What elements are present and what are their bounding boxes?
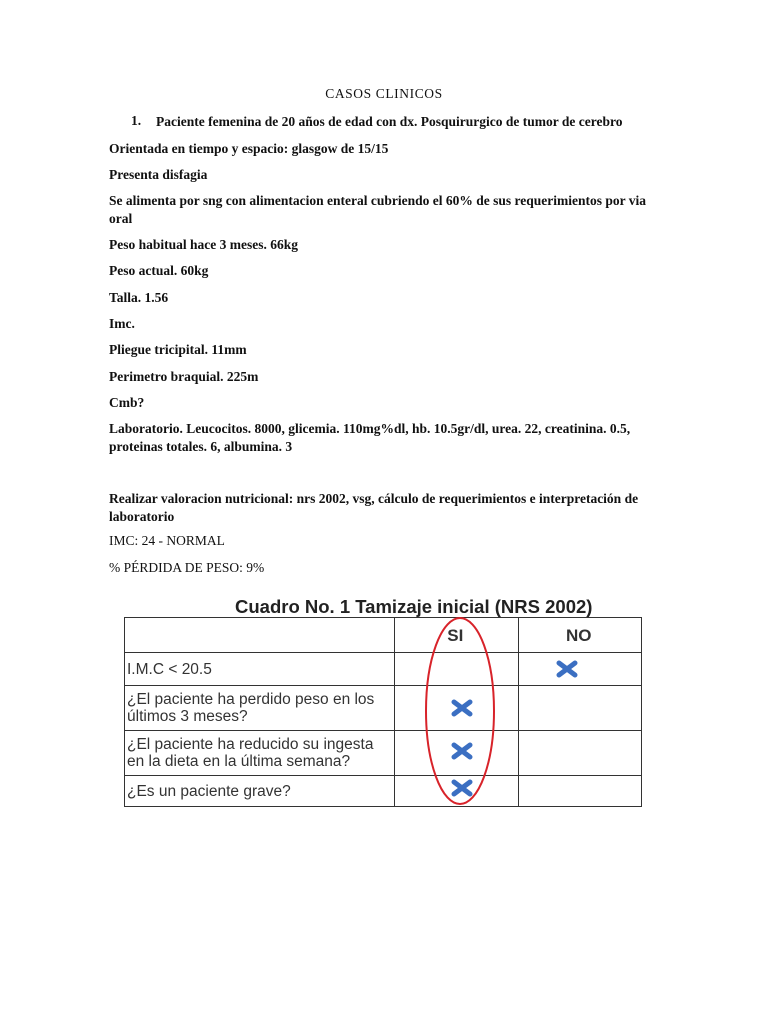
- x-mark-icon: [451, 779, 473, 797]
- cell-no: [518, 776, 642, 807]
- line-cmb: Cmb?: [109, 395, 145, 410]
- question-grave: ¿Es un paciente grave?: [125, 776, 395, 807]
- answer-imc: IMC: 24 - NORMAL: [109, 533, 225, 548]
- header-si: SI: [395, 618, 518, 653]
- line-peso-actual: Peso actual. 60kg: [109, 263, 209, 278]
- figure-title: Cuadro No. 1 Tamizaje inicial (NRS 2002): [235, 596, 593, 617]
- document-title: CASOS CLINICOS: [325, 86, 443, 101]
- nrs-table: [124, 617, 642, 807]
- line-talla: Talla. 1.56: [109, 290, 169, 305]
- line-peso-habitual: Peso habitual hace 3 meses. 66kg: [109, 237, 298, 252]
- x-mark-icon: [451, 742, 473, 760]
- answer-peso: % PÉRDIDA DE PESO: 9%: [109, 560, 265, 575]
- line-glasgow: Orientada en tiempo y espacio: glasgow de 15/15: [109, 141, 389, 156]
- question-perdida-peso: ¿El paciente ha perdido peso en los últimos 3 meses?: [125, 686, 395, 731]
- line-pliegue: Pliegue tricipital. 11mm: [109, 342, 247, 357]
- table-row: [125, 776, 642, 807]
- header-no: NO: [518, 618, 642, 653]
- x-mark-icon: [451, 699, 473, 717]
- case-heading: Paciente femenina de 20 años de edad con dx. Posquirurgico de tumor de cerebro: [156, 114, 623, 129]
- question-ingesta: ¿El paciente ha reducido su ingesta en la dieta en la última semana?: [125, 731, 395, 776]
- cell-no: [518, 686, 642, 731]
- table-row: [125, 731, 642, 776]
- x-mark-icon: [556, 660, 578, 678]
- cell-no: [518, 731, 642, 776]
- cell-no: [518, 653, 642, 686]
- line-alimentacion: Se alimenta por sng con alimentacion enteral cubriendo el 60% de sus requerimientos por via oral: [109, 193, 646, 226]
- table-header-row: [125, 618, 642, 653]
- line-imc: Imc.: [109, 316, 135, 331]
- line-disfagia: Presenta disfagia: [109, 167, 208, 182]
- line-laboratorio: Laboratorio. Leucocitos. 8000, glicemia. 110mg%dl, hb. 10.5gr/dl, urea. 22, creatinina. 0.5, proteinas totales. 6, albumina. 3: [109, 421, 631, 454]
- line-perimetro: Perimetro braquial. 225m: [109, 369, 259, 384]
- header-blank: [125, 618, 395, 653]
- question-imc: I.M.C < 20.5: [125, 653, 395, 686]
- table-row: [125, 686, 642, 731]
- task-text: Realizar valoracion nutricional: nrs 2002, vsg, cálculo de requerimientos e interpretación de laboratorio: [109, 491, 639, 524]
- case-number: 1.: [131, 113, 142, 128]
